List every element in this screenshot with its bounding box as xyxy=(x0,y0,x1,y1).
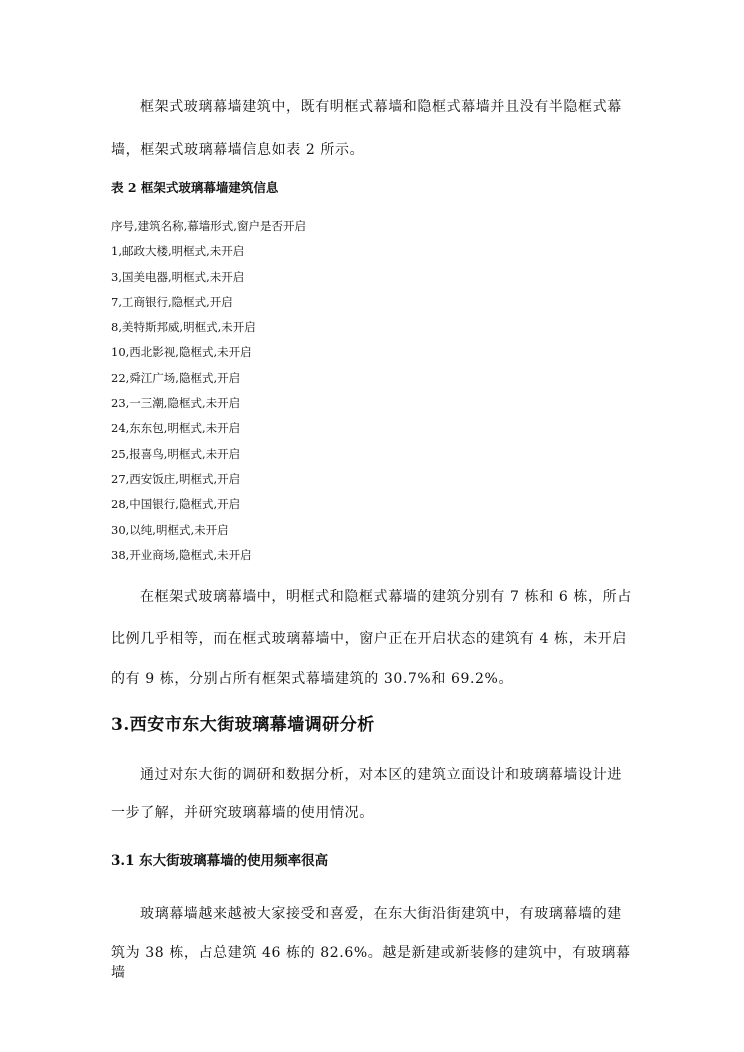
summary-line-3: 的有 9 栋，分别占所有框架式幕墙建筑的 30.7%和 69.2%。 xyxy=(111,671,514,687)
section-3-1-para-line-1: 玻璃幕墙越来越被大家接受和喜爱，在东大街沿街建筑中，有玻璃幕墙的建 xyxy=(140,906,622,922)
summary-line-2: 比例几乎相等，而在框式玻璃幕墙中，窗户正在开启状态的建筑有 4 栋，未开启 xyxy=(111,631,628,647)
intro-line-2: 墙，框架式玻璃幕墙信息如表 2 所示。 xyxy=(111,142,365,158)
section-3-1-para-line-2: 筑为 38 栋，占总建筑 46 栋的 82.6%。越是新建或新装修的建筑中，有玻璃幕墙 xyxy=(111,945,631,981)
summary-line-1: 在框架式玻璃幕墙中，明框式和隐框式幕墙的建筑分别有 7 栋和 6 栋，所占 xyxy=(140,589,632,605)
section-3-para-line-1: 通过对东大街的调研和数据分析，对本区的建筑立面设计和玻璃幕墙设计进 xyxy=(140,767,622,783)
table-row: 1,邮政大楼,明框式,未开启 xyxy=(111,244,245,259)
section-3-para-line-2: 一步了解，并研究玻璃幕墙的使用情况。 xyxy=(111,805,374,821)
table-row: 25,报喜鸟,明框式,未开启 xyxy=(111,446,241,461)
table-rows xyxy=(111,214,306,568)
table-row: 22,舜江广场,隐框式,开启 xyxy=(111,370,241,385)
table-row: 23,一三潮,隐框式,未开启 xyxy=(111,396,241,411)
section-3-heading: 3.西安市东大街玻璃幕墙调研分析 xyxy=(111,715,375,735)
table-row: 24,东东包,明框式,未开启 xyxy=(111,421,241,436)
table-row: 28,中国银行,隐框式,开启 xyxy=(111,497,241,512)
table-row: 3,国美电器,明框式,未开启 xyxy=(111,269,245,284)
table-row: 27,西安饭庄,明框式,开启 xyxy=(111,471,241,486)
table-row: 30,以纯,明框式,未开启 xyxy=(111,522,229,537)
table-row: 10,西北影视,隐框式,未开启 xyxy=(111,345,252,360)
table-row: 7,工商银行,隐框式,开启 xyxy=(111,294,233,309)
intro-line-1: 框架式玻璃幕墙建筑中，既有明框式幕墙和隐框式幕墙并且没有半隐框式幕 xyxy=(140,99,622,115)
table-header-row: 序号,建筑名称,幕墙形式,窗户是否开启 xyxy=(111,219,306,233)
section-3-1-heading: 3.1 东大街玻璃幕墙的使用频率很高 xyxy=(111,853,329,869)
table-row: 8,美特斯邦威,明框式,未开启 xyxy=(111,320,256,335)
table-row: 38,开业商场,隐框式,未开启 xyxy=(111,547,252,562)
table-caption: 表 2 框架式玻璃幕墙建筑信息 xyxy=(111,180,279,195)
